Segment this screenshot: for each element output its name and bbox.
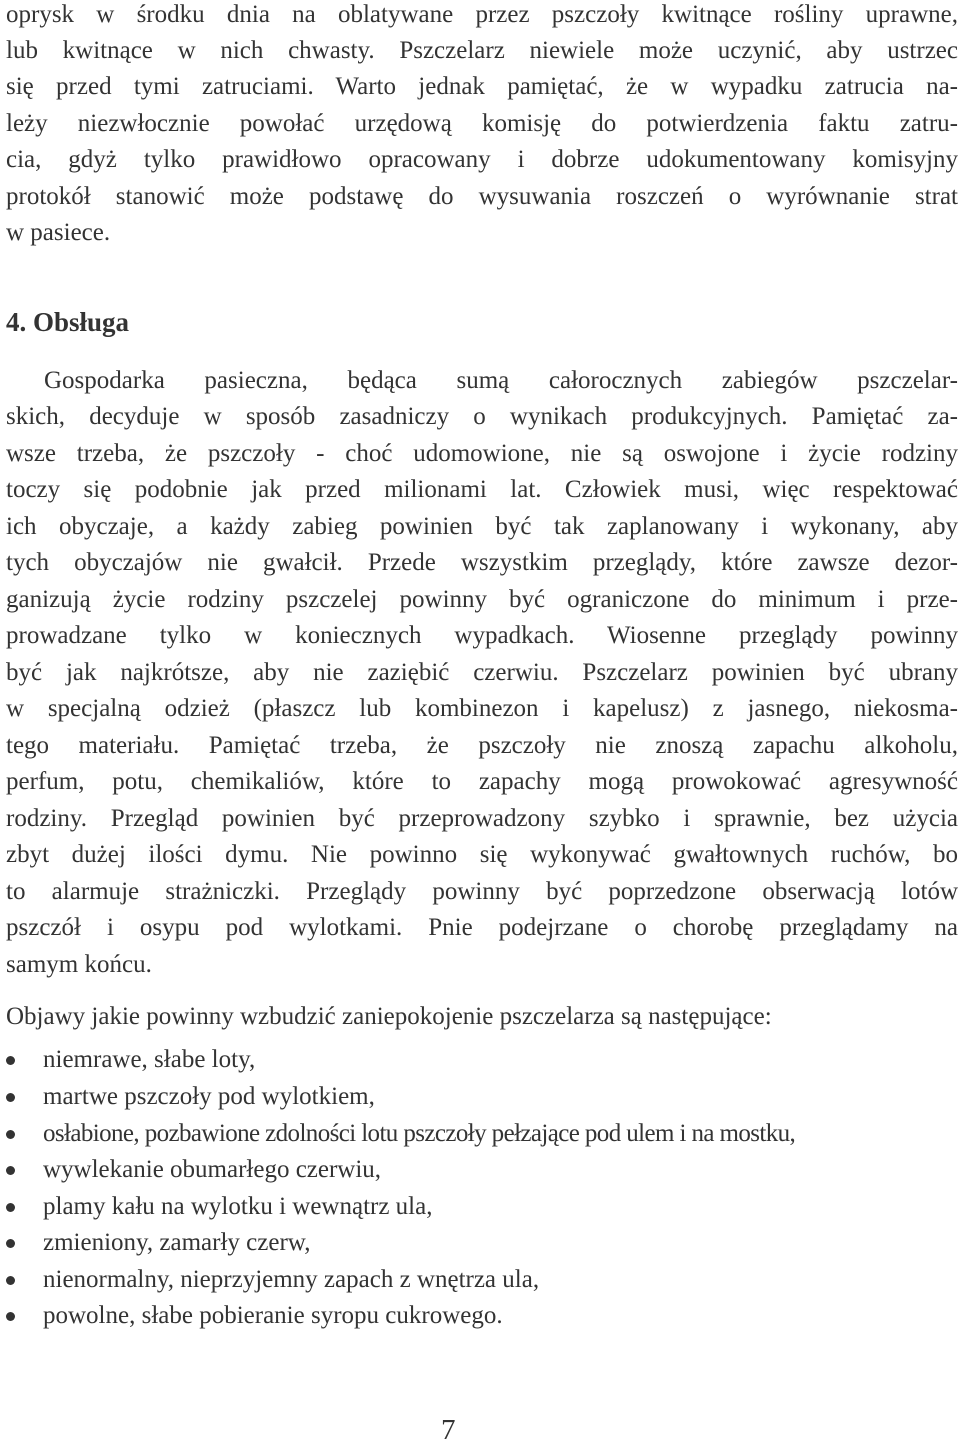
bullet-icon (6, 1056, 15, 1065)
list-item (6, 1155, 958, 1187)
list-item (6, 1301, 958, 1333)
text-line: się przed tymi zatruciami. Warto jednak pamiętać, że w wypadku zatrucia na- (6, 73, 958, 100)
bullet-icon (6, 1203, 15, 1212)
bullet-icon (6, 1166, 15, 1175)
list-item (6, 1192, 958, 1224)
symptoms-intro: Objawy jakie powinny wzbudzić zaniepokojenie pszczelarza są następujące: (6, 1003, 772, 1030)
bullet-icon (6, 1312, 15, 1321)
list-item-text: osłabione, pozbawione zdolności lotu pszczoły pełzające pod ulem i na mostku, (43, 1120, 796, 1147)
list-item (6, 1228, 958, 1260)
list-item (6, 1082, 958, 1114)
bullet-icon (6, 1130, 15, 1139)
text-line: toczy się podobnie jak przed milionami lat. Człowiek musi, więc respektować (6, 476, 958, 503)
page-number: 7 (441, 1414, 456, 1446)
list-item-text: powolne, słabe pobieranie syropu cukrowego. (43, 1302, 503, 1329)
text-line: prowadzane tylko w koniecznych wypadkach. Wiosenne przeglądy powinny (6, 622, 958, 649)
bullet-icon (6, 1239, 15, 1248)
bullet-icon (6, 1276, 15, 1285)
text-line: lub kwitnące w nich chwasty. Pszczelarz niewiele może uczynić, aby ustrzec (6, 37, 958, 64)
text-line: w pasiece. (6, 219, 111, 246)
text-line: leży niezwłocznie powołać urzędową komisję do potwierdzenia faktu zatru- (6, 110, 958, 137)
list-item-text: plamy kału na wylotku i wewnątrz ula, (43, 1193, 433, 1220)
list-item-text: martwe pszczoły pod wylotkiem, (43, 1083, 375, 1110)
text-line: ich obyczaje, a każdy zabieg powinien być tak zaplanowany i wykonany, aby (6, 513, 958, 540)
text-line: tych obyczajów nie gwałcił. Przede wszystkim przeglądy, które zawsze dezor- (6, 549, 958, 576)
text-line: pszczół i osypu pod wylotkami. Pnie podejrzane o chorobę przeglądamy na (6, 914, 958, 941)
text-line: tego materiału. Pamiętać trzeba, że pszczoły nie znoszą zapachu alkoholu, (6, 732, 958, 759)
text-line: perfum, potu, chemikaliów, które to zapachy mogą prowokować agresywność (6, 768, 958, 795)
list-item (6, 1265, 958, 1297)
bullet-icon (6, 1093, 15, 1102)
text-line: protokół stanowić może podstawę do wysuwania roszczeń o wyrównanie strat (6, 183, 958, 210)
section-heading: 4. Obsługa (6, 307, 130, 337)
text-line: skich, decyduje w sposób zasadniczy o wynikach produkcyjnych. Pamiętać za- (6, 403, 958, 430)
text-line: zbyt dużej ilości dymu. Nie powinno się wykonywać gwałtownych ruchów, bo (6, 841, 958, 868)
text-line: ganizują życie rodziny pszczelej powinny być ograniczone do minimum i prze- (6, 586, 958, 613)
list-item-text: zmieniony, zamarły czerw, (43, 1229, 311, 1256)
text-line: być jak najkrótsze, aby nie zaziębić czerwiu. Pszczelarz powinien być ubrany (6, 659, 958, 686)
list-item (6, 1045, 958, 1077)
text-line: wsze trzeba, że pszczoły - choć udomowione, nie są oswojone i życie rodziny (6, 440, 958, 467)
text-line: rodziny. Przegląd powinien być przeprowadzony szybko i sprawnie, bez użycia (6, 805, 958, 832)
text-line: cia, gdyż tylko prawidłowo opracowany i dobrze udokumentowany komisyjny (6, 146, 958, 173)
list-item-text: wywlekanie obumarłego czerwiu, (43, 1156, 382, 1183)
list-item-text: niemrawe, słabe loty, (43, 1046, 256, 1073)
text-line: Gospodarka pasieczna, będąca sumą całorocznych zabiegów pszczelar- (44, 367, 958, 394)
list-item-text: nienormalny, nieprzyjemny zapach z wnętrza ula, (43, 1266, 540, 1293)
text-line: samym końcu. (6, 951, 152, 978)
text-line: to alarmuje strażniczki. Przeglądy powinny być poprzedzone obserwacją lotów (6, 878, 958, 905)
list-item (6, 1119, 958, 1151)
text-line: oprysk w środku dnia na oblatywane przez pszczoły kwitnące rośliny uprawne, (6, 1, 958, 28)
text-line: w specjalną odzież (płaszcz lub kombinezon i kapelusz) z jasnego, niekosma- (6, 695, 958, 722)
